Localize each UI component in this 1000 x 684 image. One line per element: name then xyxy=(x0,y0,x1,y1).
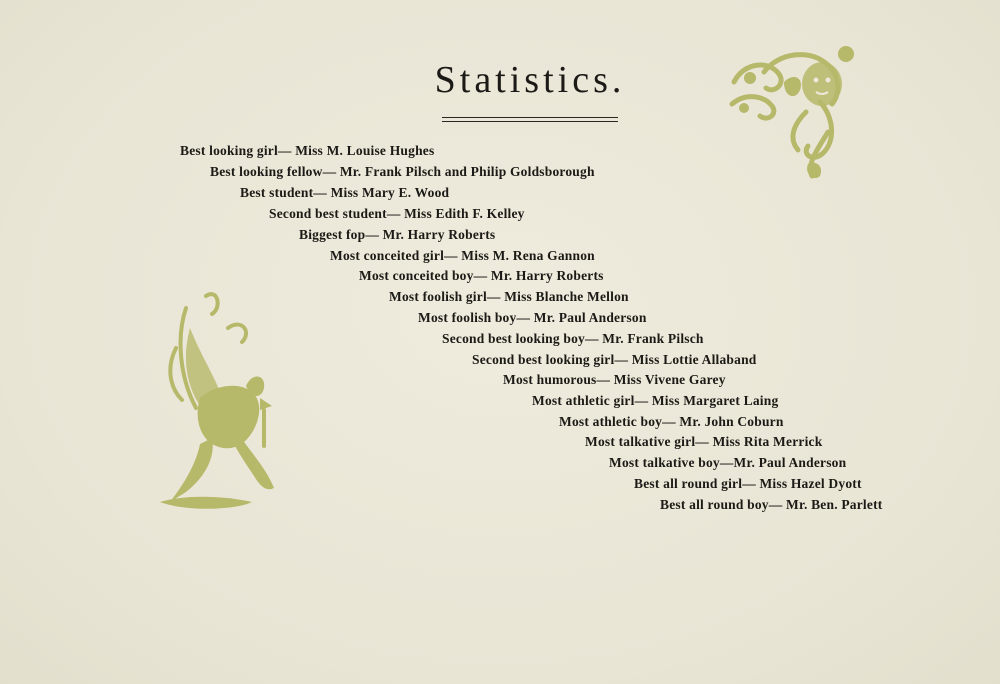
stat-name: Mr. Ben. Parlett xyxy=(786,497,883,512)
stat-label: Most conceited boy xyxy=(359,268,474,283)
stat-separator: — xyxy=(585,331,603,346)
stat-separator: — xyxy=(365,227,383,242)
stat-entry xyxy=(660,497,882,513)
griffin-ornament-icon xyxy=(156,288,280,518)
stat-separator: — xyxy=(634,393,652,408)
stat-label: Most foolish boy xyxy=(418,310,517,325)
stat-label: Most talkative boy xyxy=(609,455,720,470)
stat-entry xyxy=(269,206,525,222)
stat-name: Mr. Paul Anderson xyxy=(733,455,847,470)
stat-separator: — xyxy=(473,268,491,283)
stat-separator: — xyxy=(719,455,734,470)
stat-entry xyxy=(330,248,595,264)
stat-label: Most talkative girl xyxy=(585,434,696,449)
stat-separator: — xyxy=(486,289,505,304)
stat-separator: — xyxy=(313,185,331,200)
stat-label: Most athletic girl xyxy=(532,393,635,408)
stat-label: Best student xyxy=(240,185,314,200)
stat-entry xyxy=(472,352,757,368)
stat-separator: — xyxy=(662,414,680,429)
stat-separator: — xyxy=(386,206,405,221)
stat-name: Miss Margaret Laing xyxy=(651,393,779,408)
stat-name: Mr. Paul Anderson xyxy=(533,310,647,325)
stat-label: Second best looking girl xyxy=(472,352,615,367)
stat-label: Most humorous xyxy=(503,372,597,387)
stat-label: Best looking girl xyxy=(180,143,278,158)
stat-label: Second best looking boy xyxy=(442,331,586,346)
floral-ornament-icon xyxy=(724,42,870,184)
stat-entry xyxy=(359,268,604,284)
stat-separator: — xyxy=(768,497,787,512)
stat-name: Miss Lottie Allaband xyxy=(631,352,757,367)
stat-entry xyxy=(210,164,595,180)
stat-name: Miss Vivene Garey xyxy=(613,372,726,387)
stat-name: Miss M. Rena Gannon xyxy=(461,248,595,263)
stat-name: Miss Hazel Dyott xyxy=(759,476,862,491)
stat-name: Miss Mary E. Wood xyxy=(330,185,450,200)
stat-separator: — xyxy=(516,310,534,325)
stat-entry xyxy=(532,393,778,409)
stat-separator: — xyxy=(742,476,760,491)
stat-entry xyxy=(240,185,449,201)
stat-entry xyxy=(299,227,495,243)
stat-name: Mr. Harry Roberts xyxy=(382,227,496,242)
stat-name: Miss Edith F. Kelley xyxy=(404,206,525,221)
stat-name: Miss M. Louise Hughes xyxy=(295,143,435,158)
stat-label: Best looking fellow xyxy=(210,164,323,179)
stat-label: Second best student xyxy=(269,206,387,221)
stat-separator: — xyxy=(596,372,614,387)
stat-separator: — xyxy=(444,248,462,263)
stat-entry xyxy=(442,331,704,347)
stat-name: Miss Blanche Mellon xyxy=(504,289,629,304)
stat-label: Most conceited girl xyxy=(330,248,445,263)
stat-separator: — xyxy=(322,164,340,179)
stat-label: Best all round girl xyxy=(634,476,743,491)
stat-separator: — xyxy=(277,143,296,158)
stat-entry xyxy=(180,143,434,159)
stat-separator: — xyxy=(614,352,632,367)
stat-separator: — xyxy=(695,434,713,449)
stat-entry xyxy=(503,372,726,388)
title-rule-top xyxy=(442,117,618,118)
stat-entry xyxy=(559,414,784,430)
stat-name: Mr. Frank Pilsch and Philip Goldsborough xyxy=(339,164,595,179)
stat-entry xyxy=(389,289,629,305)
stat-name: Mr. Harry Roberts xyxy=(490,268,604,283)
stat-entry xyxy=(609,455,846,471)
stat-label: Biggest fop xyxy=(299,227,366,242)
stat-entry xyxy=(634,476,862,492)
stat-entry xyxy=(418,310,647,326)
stat-name: Mr. John Coburn xyxy=(679,414,784,429)
stat-label: Best all round boy xyxy=(660,497,769,512)
stat-label: Most athletic boy xyxy=(559,414,663,429)
page-title: Statistics. xyxy=(434,59,626,101)
stat-label: Most foolish girl xyxy=(389,289,487,304)
stat-name: Miss Rita Merrick xyxy=(712,434,823,449)
title-rule-bottom xyxy=(442,121,618,122)
stat-entry xyxy=(585,434,822,450)
stat-name: Mr. Frank Pilsch xyxy=(602,331,704,346)
